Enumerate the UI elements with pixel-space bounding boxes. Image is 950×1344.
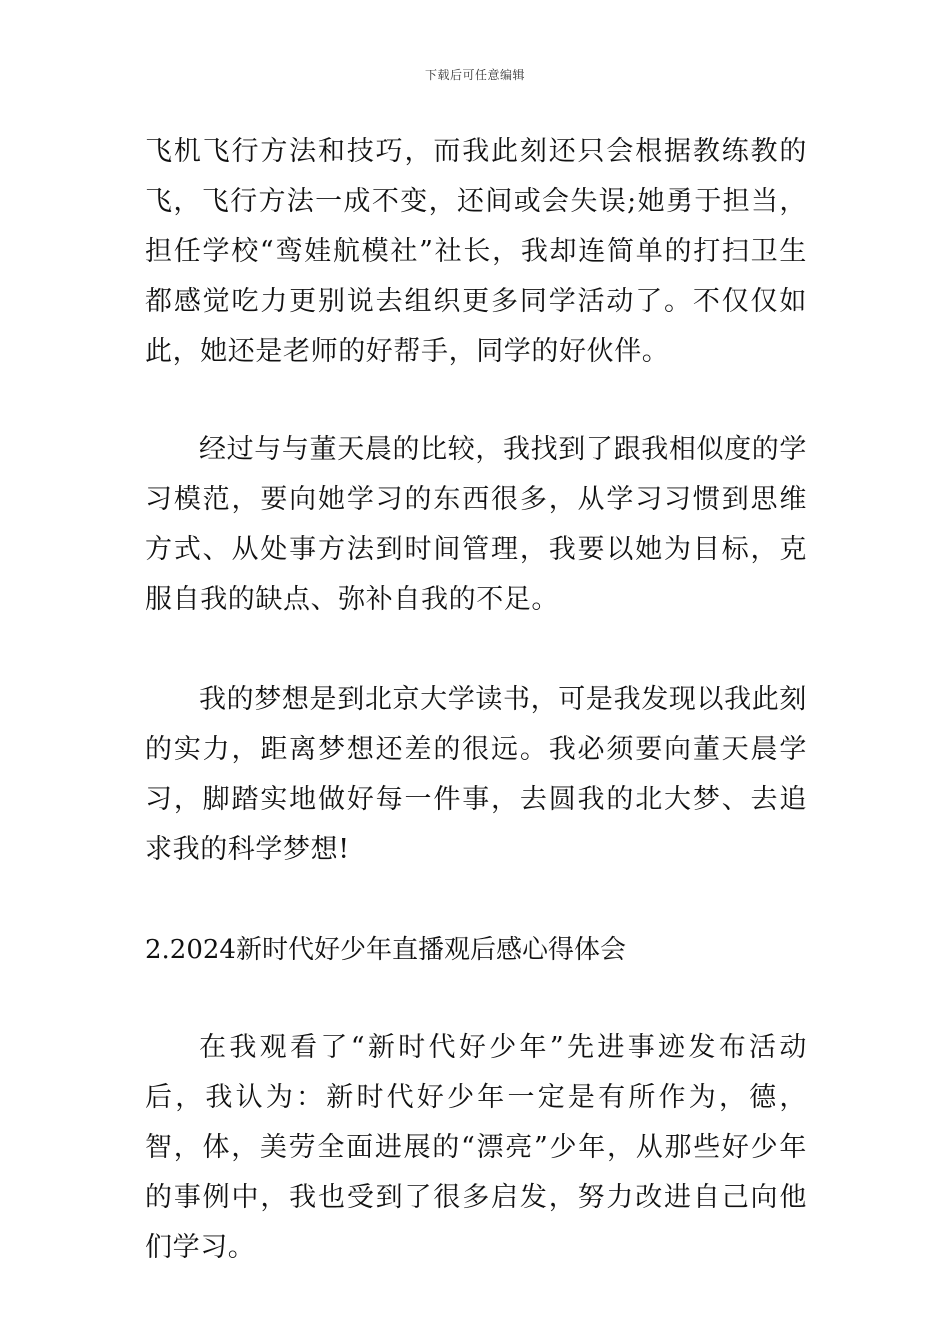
body-paragraph-2: 经过与与董天晨的比较，我找到了跟我相似度的学习模范，要向她学习的东西很多，从学习习惯到思维方式、从处事方法到时间管理，我要以她为目标，克服自我的缺点、弥补自我的不足。 xyxy=(145,434,807,615)
body-paragraph-4: 在我观看了“新时代好少年”先进事迹发布活动后，我认为：新时代好少年一定是有所作为，德，智，体，美劳全面进展的“漂亮”少年，从那些好少年的事例中，我也受到了很多启发，努力改进自己向他们学习。 xyxy=(145,1032,807,1263)
page-header-note: 下载后可任意编辑 xyxy=(424,68,525,82)
body-paragraph-3: 我的梦想是到北京大学读书，可是我发现以我此刻的实力，距离梦想还差的很远。我必须要向董天晨学习，脚踏实地做好每一件事，去圆我的北大梦、去追求我的科学梦想! xyxy=(145,684,807,865)
section-heading: 2.2024新时代好少年直播观后感心得体会 xyxy=(145,935,626,965)
body-paragraph-1: 飞机飞行方法和技巧，而我此刻还只会根据教练教的飞，飞行方法一成不变，还间或会失误;她勇于担当，担任学校“鸾娃航模社”社长，我却连简单的打扫卫生都感觉吃力更别说去组织更多同学活动了。不仅仅如此，她还是老师的好帮手，同学的好伙伴。 xyxy=(145,136,807,367)
